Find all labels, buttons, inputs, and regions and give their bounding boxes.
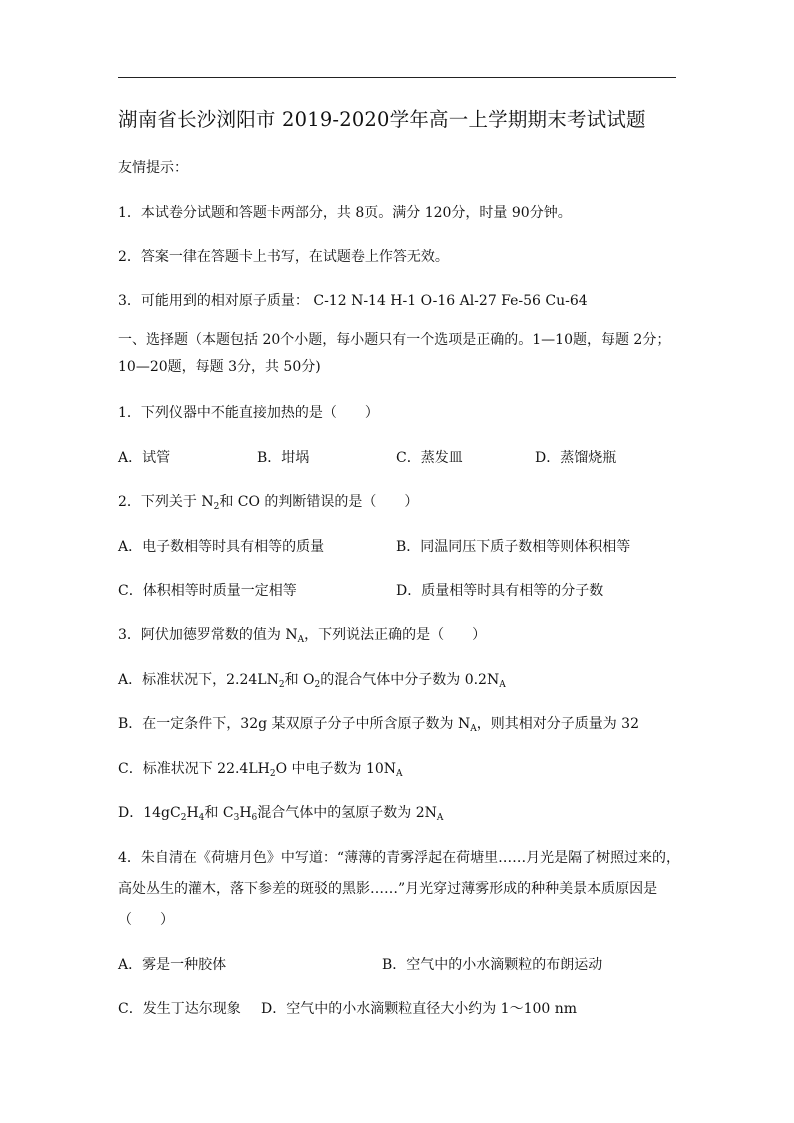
q4-option-d: D．空气中的小水滴颗粒直径大小约为 1～100 nm [261, 1001, 578, 1017]
q3-stem: 3．阿伏加德罗常数的值为 $N_A$，下列说法正确的是（ ） [118, 627, 487, 645]
section-heading-line1: 一、选择题（本题包括 20个小题，每小题只有一个选项是正确的。1—10题，每题 2分； [118, 332, 671, 348]
page-title: 湖南省长沙浏阳市 2019-2020学年高一上学期期末考试试题 [118, 108, 646, 131]
q2-stem: 2．下列关于 $N_2$和 CO 的判断错误的是（ ） [118, 494, 419, 512]
q4-option-b: B．空气中的小水滴颗粒的布朗运动 [382, 957, 603, 973]
q3-option-a: A．标准状况下，$2.24LN_2$和 $O_2$的混合气体中分子数为 $0.2N_A$ [118, 672, 506, 690]
tip-2: 2．答案一律在答题卡上书写，在试题卷上作答无效。 [118, 249, 449, 265]
q4-stem-line2: 高处丛生的灌木，落下参差的斑驳的黑影……”月光穿过薄雾形成的种种美景本质原因是 [118, 881, 658, 897]
q1-option-a: A．试管 [118, 450, 171, 466]
tip-3: 3．可能用到的相对原子质量： C-12 N-14 H-1 O-16 Al-27 Fe-56 Cu-64 [118, 293, 588, 309]
q3-option-c: C．标准状况下 $22.4LH_2O$ 中电子数为 $10N_A$ [118, 761, 403, 779]
header-rule [118, 77, 676, 78]
q1-option-b: B．坩埚 [257, 450, 310, 466]
tips-heading: 友情提示： [118, 160, 188, 176]
q4-stem-line3: （ ） [118, 912, 174, 928]
tip-1: 1．本试卷分试题和答题卡两部分，共 8页。满分 120分，时量 90分钟。 [118, 205, 572, 221]
q2-option-a: A．电子数相等时具有相等的质量 [118, 539, 325, 555]
q2-option-c: C．体积相等时质量一定相等 [118, 583, 297, 599]
q2-option-b: B．同温同压下质子数相等则体积相等 [396, 539, 631, 555]
q1-stem: 1．下列仪器中不能直接加热的是（ ） [118, 405, 379, 421]
q1-option-c: C．蒸发皿 [396, 450, 463, 466]
q3-option-d: D．$14gC_2H_4$和 $C_3H_6$混合气体中的氢原子数为 $2N_A$ [118, 805, 444, 823]
q4-option-a: A．雾是一种胶体 [118, 957, 227, 973]
section-heading-line2: 10—20题，每题 3分，共 50分) [118, 359, 321, 375]
q4-stem-line1: 4．朱自清在《荷塘月色》中写道：“薄薄的青雾浮起在荷塘里……月光是隔了树照过来的， [118, 850, 681, 866]
q2-option-d: D．质量相等时具有相等的分子数 [396, 583, 604, 599]
q1-option-d: D．蒸馏烧瓶 [535, 450, 617, 466]
q4-option-c: C．发生丁达尔现象 [118, 1001, 241, 1017]
q3-option-b: B．在一定条件下，32g 某双原子分子中所含原子数为 $N_A$，则其相对分子质量为 32 [118, 716, 639, 734]
